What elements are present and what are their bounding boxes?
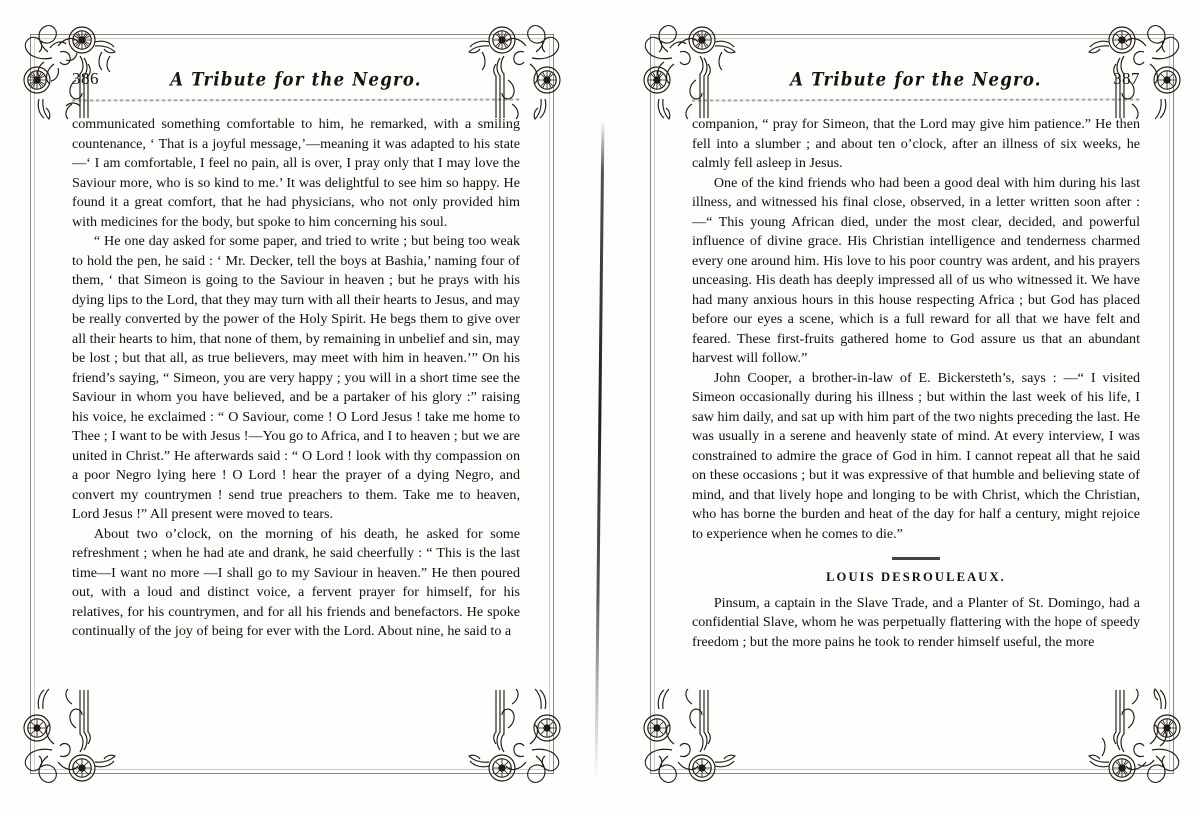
left-page-text-block bbox=[72, 60, 520, 736]
paragraph: companion, “ pray for Simeon, that the Lord may give him patience.” He then fell into a slumber ; and about ten o’clock, after an illness of six weeks, he calmly fell asleep in Jesus. bbox=[692, 116, 1140, 172]
section-heading: LOUIS DESROULEAUX. bbox=[826, 570, 1006, 585]
running-head bbox=[692, 60, 1140, 90]
paragraph: John Cooper, a brother-in-law of E. Bickersteth’s, says : —“ I visited Simeon occasionally during his illness ; but within the last week of his life, I saw him daily, and sat up with him part of the two nights preceding the last. He was usually in a serene and heavenly state of mind. At every interview, I was constrained to admire the grace of God in him. I cannot repeat all that he said on these occasions ; but it was expressive of that humble and believing state of mind, and that lively hope and longing to be with Christ, which the Christian, who has borne the burden and heat of the day for half a century, might rejoice to experience when he comes to die.” bbox=[692, 369, 1140, 542]
page-number: 386 bbox=[72, 69, 99, 88]
binding-gutter bbox=[595, 120, 605, 780]
section-divider-rule bbox=[892, 557, 940, 560]
left-page bbox=[12, 18, 572, 796]
paragraph: About two o’clock, on the morning of his death, he asked for some refreshment ; when he had ate and drank, he said cheerfully : “ This is the last time—I want no more —I shall go to my Saviour in heaven.” He then poured out, with a loud and distinct voice, a fervent prayer for himself, for his relatives, for his countrymen, and for all his friends and benefactors. He spoke continually of the joy of being for ever with the Lord. About nine, he said to a bbox=[72, 525, 520, 640]
paragraph: “ He one day asked for some paper, and tried to write ; but being too weak to hold the pen, he said : ‘ Mr. Decker, tell the boys at Bashia,’ naming four of them, ‘ that Simeon is going to the Saviour in heaven ; but he prays with his dying lips to the Lord, that they may turn with all their hearts to Jesus, and may be really converted by the power of the Holy Spirit. He begs them to give over all their hearts to him, that none of them, by remaining in unbelief and sin, may be lost ; but that all, as true believers, may meet with him in heaven.’” On his friend’s saying, “ Simeon, you are very happy ; you will in a short time see the Saviour in whom you have believed, and be a partaker of his glory :” raising his voice, he exclaimed : “ O Saviour, come ! O Lord Jesus ! take me home to Thee ; I want to be with Jesus !—You go to Africa, and I to heaven ; but we are united in Christ.” He afterwards said : “ O Lord ! look with thy compassion on a poor Negro lying here ! O Lord ! hear the prayer of a dying Negro, and convert my countrymen ! send true preachers to them. Take me to heaven, Lord Jesus !” All present were moved to tears. bbox=[72, 233, 520, 523]
running-head-title: A Tribute for the Negro. bbox=[790, 68, 1042, 90]
left-body-column bbox=[72, 115, 520, 642]
header-rule bbox=[72, 99, 520, 102]
right-page bbox=[632, 18, 1192, 796]
right-body-column bbox=[692, 115, 1140, 652]
right-page-text-block bbox=[692, 60, 1140, 736]
paragraph: communicated something comfortable to him, he remarked, with a smiling countenance, ‘ That is a joyful message,’—meaning it was adapted to his state—‘ I am comfortable, I feel no pain, all is over, I pray only that I may love the Saviour more, who is so kind to me.’ It was delightful to see him so happy. He found it a great comfort, that he had physicians, who not only provided him with medicines for the body, but spoke to him concerning his soul. bbox=[72, 116, 520, 230]
paragraph: Pinsum, a captain in the Slave Trade, and a Planter of St. Domingo, had a confidential Slave, whom he was perpetually flattering with the hope of speedy freedom ; but the more pains he took to render himself useful, the more bbox=[692, 594, 1140, 650]
running-head-title: A Tribute for the Negro. bbox=[170, 68, 422, 90]
header-rule bbox=[692, 99, 1140, 102]
paragraph: One of the kind friends who had been a good deal with him during his last illness, and witnessed his final close, observed, in a letter written soon after :—“ This young African died, under the most clear, decided, and powerful influence of divine grace. His Christian intelligence and tenderness charmed every one around him. His love to his poor country was ardent, and his prayers unceasing. His death has deeply impressed all of us who witnessed it. We have had many anxious hours in this house respecting Africa ; but God has placed before our eyes a scene, which is a full reward for all that we have felt and feared. These first-fruits gathered home to God assure us that an abundant harvest will follow.” bbox=[692, 174, 1140, 367]
running-head bbox=[72, 60, 520, 90]
page-number: 387 bbox=[1113, 69, 1140, 88]
